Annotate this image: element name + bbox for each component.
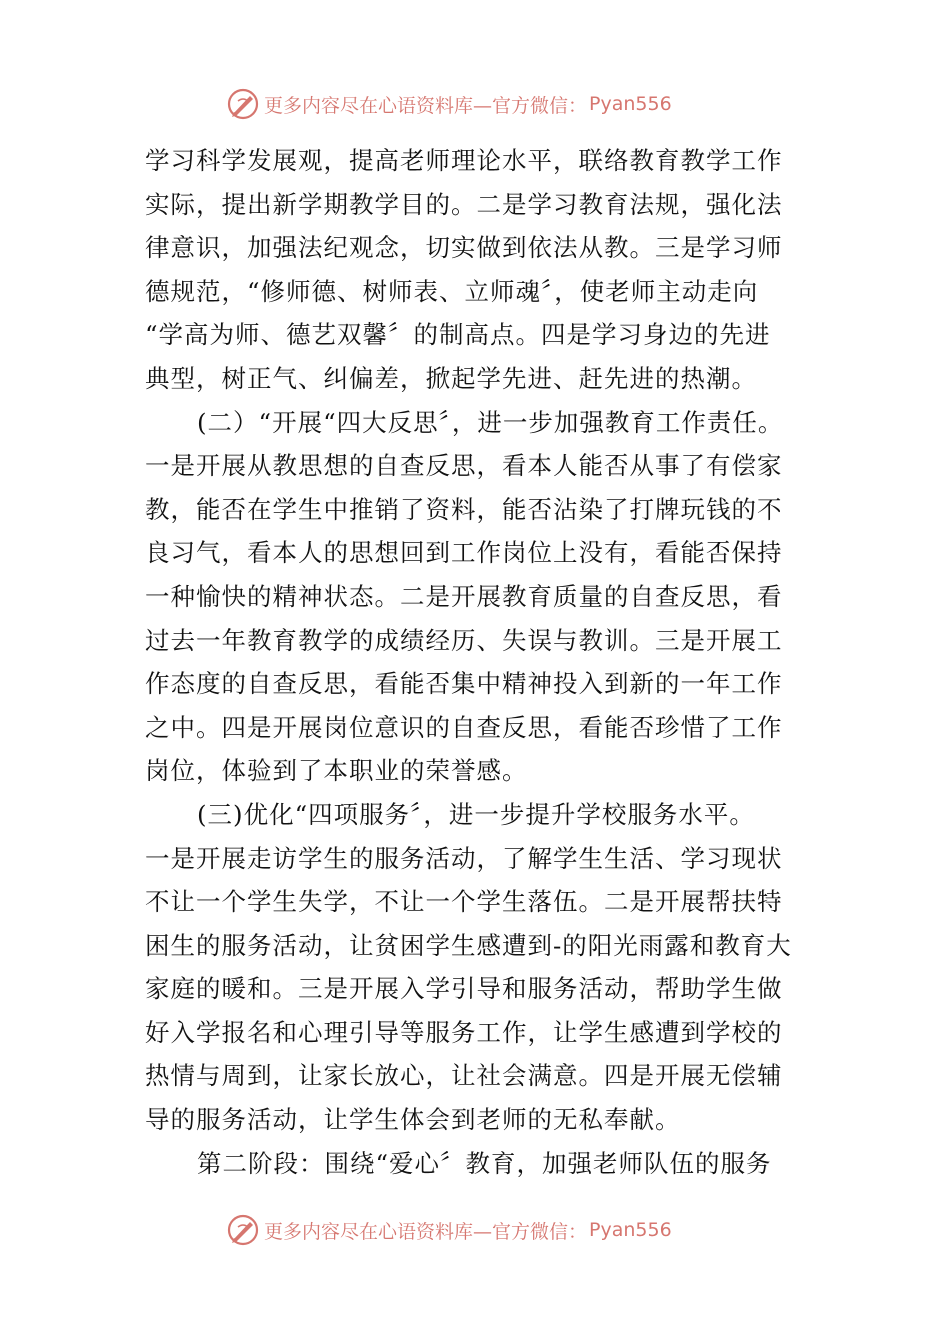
body-line: 热情与周到，让家长放心，让社会满意。四是开展无偿辅 [145,1061,783,1091]
section-heading: 第二阶段：围绕“爱心〞教育，加强老师队伍的服务 [197,1148,772,1178]
banner-wechat-id: Pyan556 [589,1219,672,1241]
section-heading: (三)优化“四项服务〞，进一步提升学校服务水平。 [197,799,755,829]
banner-text: 更多内容尽在心语资料库—官方微信： [264,94,588,117]
section-heading: (二）“开展“四大反思〞，进一步加强教育工作责任。 [197,407,784,437]
body-line: 学习科学发展观，提高老师理论水平，联络教育教学工作 [145,146,783,175]
body-line: 困生的服务活动，让贫困学生感遭到-的阳光雨露和教育大 [145,930,792,960]
body-line: 实际，提出新学期教学目的。二是学习教育法规，强化法 [145,189,783,219]
body-line: 家庭的暖和。三是开展入学引导和服务活动，帮助学生做 [145,974,783,1004]
pen-logo-icon [226,87,260,121]
banner-wechat-id: Pyan556 [589,93,672,115]
footer-banner [226,1212,672,1248]
body-line: 德规范，“修师德、树师表、立师魂〞，使老师主动走向 [145,276,759,306]
body-line: 岗位，体验到了本职业的荣誉感。 [145,756,528,786]
body-line: 教，能否在学生中推销了资料，能否沾染了打牌玩钱的不 [145,494,783,524]
body-line: 一种愉快的精神状态。二是开展教育质量的自查反思，看 [145,581,783,611]
document-body [145,139,825,1185]
pen-logo-icon [226,1213,260,1247]
banner-text: 更多内容尽在心语资料库—官方微信： [264,1220,588,1243]
body-line: 作态度的自查反思，看能否集中精神投入到新的一年工作 [145,669,783,699]
body-line: 好入学报名和心理引导等服务工作，让学生感遭到学校的 [145,1017,783,1047]
body-line: “学高为师、德艺双馨〞的制高点。四是学习身边的先进 [145,320,771,350]
body-line: 律意识，加强法纪观念，切实做到依法从教。三是学习师 [145,233,783,263]
header-banner [226,86,672,122]
body-line: 典型，树正气、纠偏差，掀起学先进、赶先进的热潮。 [145,363,757,393]
body-line: 之中。四是开展岗位意识的自查反思，看能否珍惜了工作 [145,712,783,742]
body-line: 过去一年教育教学的成绩经历、失误与教训。三是开展工 [145,625,783,655]
body-line: 不让一个学生失学，不让一个学生落伍。二是开展帮扶特 [145,887,783,917]
body-line: 一是开展从教思想的自查反思，看本人能否从事了有偿家 [145,451,783,481]
body-line: 良习气，看本人的思想回到工作岗位上没有，看能否保持 [145,538,783,568]
body-line: 导的服务活动，让学生体会到老师的无私奉献。 [145,1105,681,1135]
body-line: 一是开展走访学生的服务活动，了解学生生活、学习现状 [145,843,783,873]
